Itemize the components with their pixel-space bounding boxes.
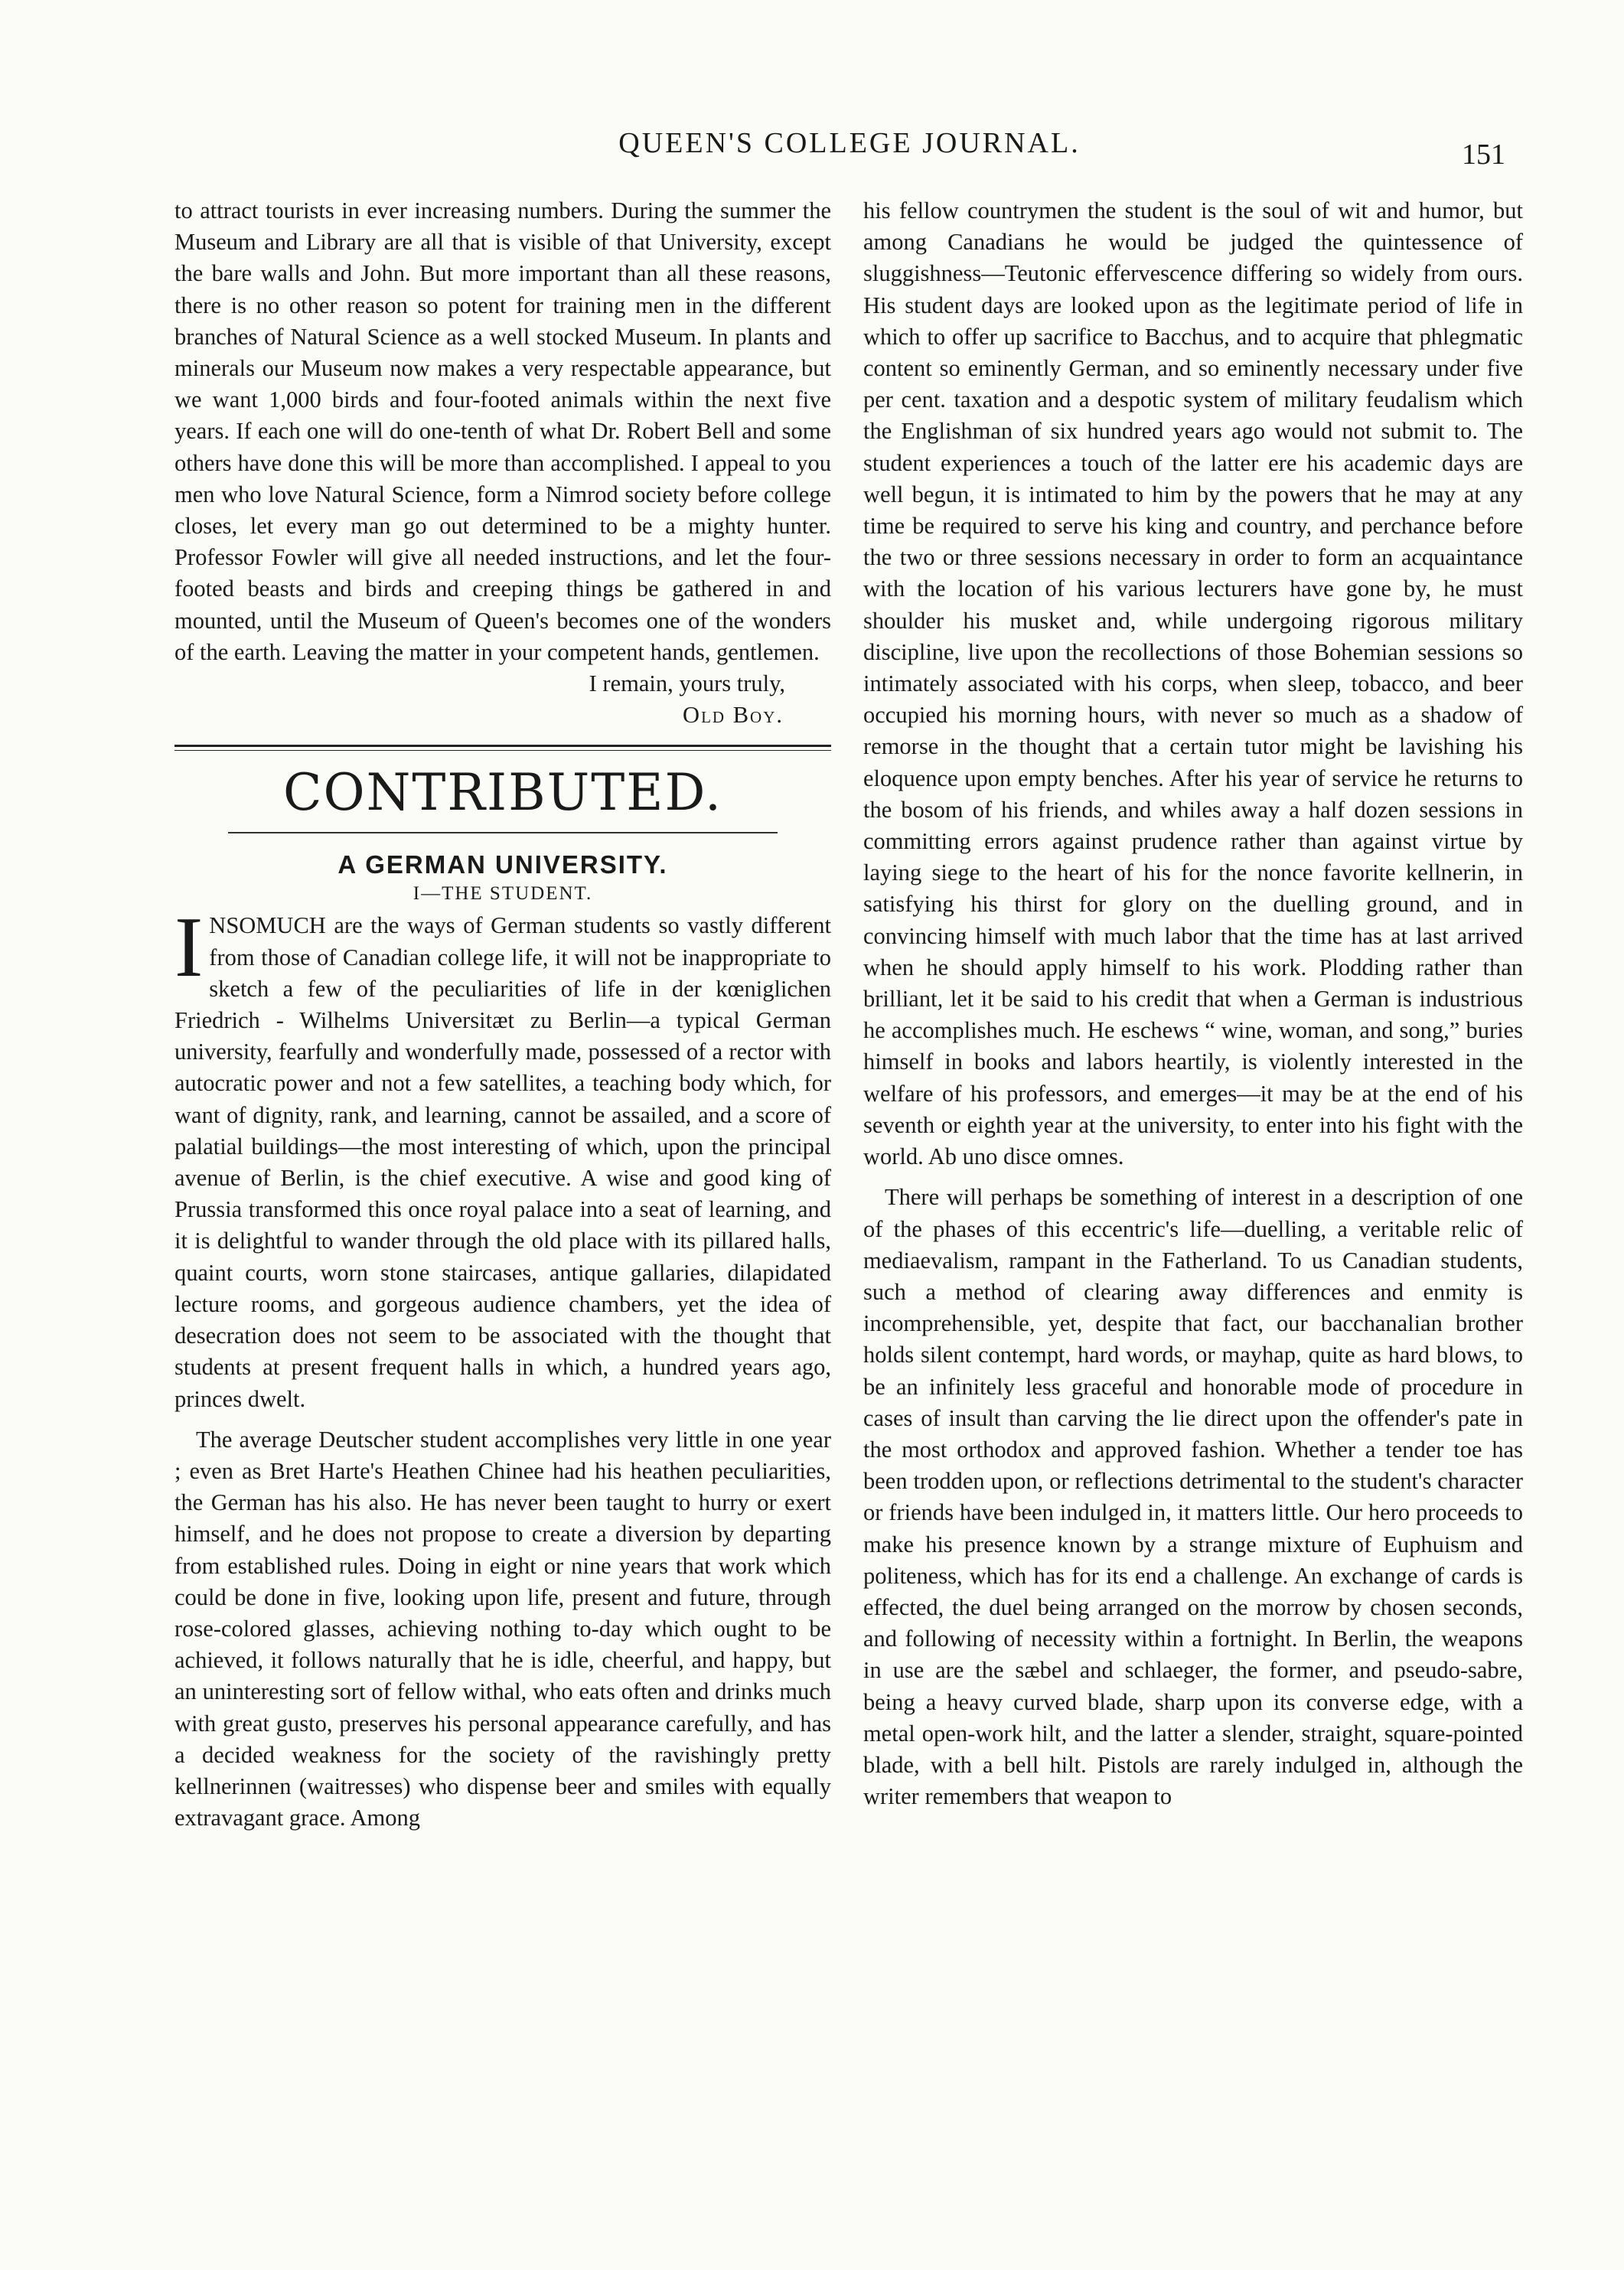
left-column — [174, 195, 831, 1834]
letter-body: to attract tourists in ever increasing numbers. During the summer the Museum and Library are all that is visible of that University, except the bare walls and John. But more important than all these reasons, there is no other reason so potent for training men in the different branches of Natural Science as a well stocked Museum. In plants and minerals our Museum now makes a very respectable appearance, but we want 1,000 birds and four-footed animals within the next five years. If each one will do one-tenth of what Dr. Robert Bell and some others have done this will be more than accomplished. I appeal to you men who love Natural Science, form a Nimrod society before college closes, let every man go out determined to be a mighty hunter. Professor Fowler will give all needed instructions, and let the four-footed beasts and birds and creeping things be gathered in and mounted, until the Museum of Queen's becomes one of the wonders of the earth. Leaving the matter in your competent hands, gentlemen. — [174, 197, 831, 665]
right-column — [863, 195, 1523, 1812]
article-title: A GERMAN UNIVERSITY. — [338, 850, 668, 879]
page-number: 151 — [1462, 139, 1505, 171]
letter-closing: I remain, yours truly, — [589, 670, 785, 697]
section-heading: CONTRIBUTED. — [282, 763, 722, 823]
article-subtitle: I—THE STUDENT. — [413, 883, 593, 905]
section-divider — [174, 745, 831, 751]
article-paragraph: There will perhaps be something of interest in a description of one of the phases of this eccentric's life—duelling, a veritable relic of mediaevalism, rampant in the Fatherland. To us Canadian students, such a method of clearing away differences and enmity is incomprehensible, yet, despite that fact, our bacchanalian brother holds silent contempt, hard words, or mayhap, quite as hard blows, to be an infinitely less graceful and honorable mode of procedure in cases of insult than carving the lie direct upon the offender's pate in the most orthodox and approved fashion. Whether a tender toe has been trodden upon, or reflections detrimental to the student's character or friends have been indulged in, it matters little. Our hero proceeds to make his presence known by a strange mixture of Euphuism and politeness, which has for its end a challenge. An exchange of cards is effected, the duel being arranged on the morrow by chosen seconds, and following of necessity within a fortnight. In Berlin, the weapons in use are the sæbel and schlaeger, the former, and pseudo-sabre, being a heavy curved blade, sharp upon its converse edge, with a metal open-work hilt, and the latter a slender, straight, square-pointed blade, with a bell hilt. Pistols are rarely indulged in, although the writer remembers that weapon to — [863, 1184, 1523, 1810]
letter-signature: Old Boy. — [683, 702, 784, 729]
article-paragraph: his fellow countrymen the student is the soul of wit and humor, but among Canadians he would be judged the quintessence of sluggishness—Teutonic effervescence differing so widely from ours. His student days are looked upon as the legitimate period of life in which to offer up sacrifice to Bacchus, and to acquire that phlegmatic content so eminently German, and so eminently necessary under five per cent. taxation and a despotic system of military feudalism which the Englishman of six hundred years ago would not submit to. The student experiences a touch of the latter ere his academic days are well begun, it is intimated to him by the powers that he may at any time be required to serve his king and country, and perchance before the two or three sessions necessary in order to form an acquaintance with the location of his various lecturers have gone by, he must shoulder his musket and, while undergoing rigorous military discipline, live upon the recollections of those Bohemian sessions so intimately associated with his corps, when sleep, tobacco, and beer occupied his morning hours, with never so much as a shadow of remorse in the thought that a certain tutor might be lavishing his eloquence upon empty benches. After his year of service he returns to the bosom of his friends, and whiles away a half dozen sessions in committing errors against prudence rather than against virtue by laying siege to the heart of his for the nonce favorite kellnerin, in satisfying his thirst for glory on the duelling ground, and in convincing himself with much labor that the time has at last arrived when he should apply himself to his work. Plodding rather than brilliant, let it be said to his credit that when a German is industrious he accomplishes much. He eschews “ wine, woman, and song,” buries himself in books and labors heartily, is violently interested in the welfare of his professors, and emerges—it may be at the end of his seventh or eighth year at the university, to enter into his fight with the world. Ab uno disce omnes. — [863, 197, 1523, 1170]
article-paragraph: INSOMUCH are the ways of German students so vastly different from those of Canadian college life, it will not be inappropriate to sketch a few of the peculiarities of life in der kœniglichen Friedrich - Wilhelms Universitæt zu Berlin—a typical German university, fearfully and wonderfully made, possessed of a rector with autocratic power and not a few satellites, a teaching body which, for want of dignity, rank, and learning, cannot be assailed, and a score of palatial buildings—the most interesting of which, upon the principal avenue of Berlin, is the chief executive. A wise and good king of Prussia transformed this once royal palace into a seat of learning, and it is delightful to wander through the old place with its pillared halls, quaint courts, worn stone staircases, antique gallaries, dilapidated lecture rooms, and gorgeous audience chambers, yet the idea of desecration does not seem to be associated with the thought that students at present frequent halls in which, a hundred years ago, princes dwelt. — [174, 900, 831, 1412]
article-paragraph: The average Deutscher student accomplishes very little in one year ; even as Bret Harte's Heathen Chinee had his heathen peculiarities, the German has his also. He has never been taught to hurry or exert himself, and he does not propose to create a diversion by departing from established rules. Doing in eight or nine years that work which could be done in five, looking upon life, present and future, through rose-colored glasses, achieving nothing to-day which ought to be achieved, it follows naturally that he is idle, cheerful, and happy, but an uninteresting sort of fellow withal, who eats often and drinks much with great gusto, preserves his personal appearance carefully, and has a decided weakness for the society of the ravishingly pretty kellnerinnen (waitresses) who dispense beer and smiles with equally extravagant grace. Among — [174, 1426, 831, 1831]
heading-underline — [228, 832, 778, 833]
journal-title: QUEEN'S COLLEGE JOURNAL. — [618, 127, 1081, 159]
